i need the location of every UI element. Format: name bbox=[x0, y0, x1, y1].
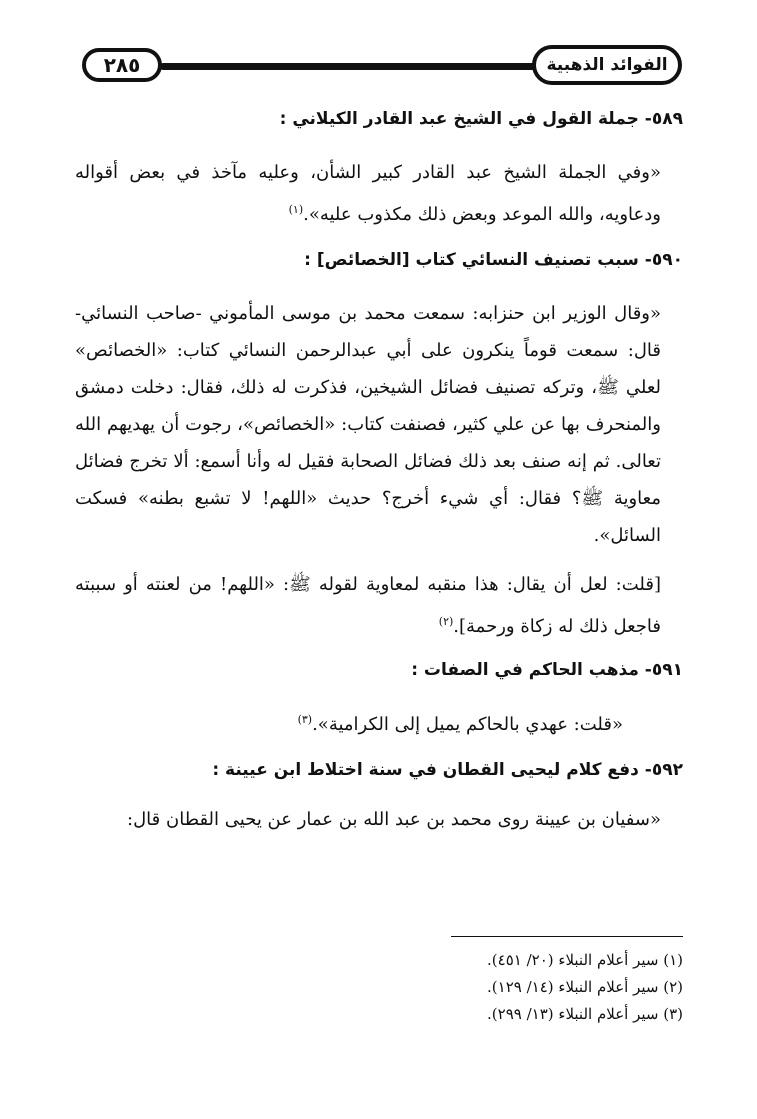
page-body bbox=[75, 96, 683, 838]
page-header bbox=[82, 42, 682, 90]
footnote-ref: (٣) bbox=[297, 713, 313, 726]
footnote-3: (٣) سير أعلام النبلاء (١٣/ ٢٩٩). bbox=[487, 1005, 683, 1023]
header-rule bbox=[160, 63, 542, 70]
footnote-1: (١) سير أعلام النبلاء (٢٠/ ٤٥١). bbox=[487, 951, 683, 969]
footnotes bbox=[75, 936, 683, 1028]
paragraph-text: «سفيان بن عيينة روى محمد بن عبد الله بن عمار عن يحيى القطان قال: bbox=[127, 809, 661, 830]
section-590-paragraph bbox=[75, 295, 683, 554]
section-592-paragraph bbox=[75, 801, 683, 838]
footnote-separator bbox=[451, 936, 683, 937]
footnote-2: (٢) سير أعلام النبلاء (١٤/ ١٢٩). bbox=[487, 978, 683, 996]
paragraph-text: «وفي الجملة الشيخ عبد القادر كبير الشأن، وعليه مآخذ في بعض أقواله ودعاويه، والله الموعد وبعض ذلك مكذوب عليه». bbox=[75, 162, 661, 225]
section-heading-591: ٥٩١- مذهب الحاكم في الصفات : bbox=[411, 660, 683, 680]
paragraph-text: [قلت: لعل أن يقال: هذا منقبه لمعاوية لقوله ﷺ: «اللهم! من لعنته أو سببته فاجعل ذلك له زكاة ورحمة]. bbox=[75, 574, 661, 637]
section-591-paragraph bbox=[75, 701, 683, 743]
paragraph-text: «قلت: عهدي بالحاكم يميل إلى الكرامية». bbox=[312, 714, 623, 735]
section-heading-590: ٥٩٠- سبب تصنيف النسائي كتاب [الخصائص] : bbox=[304, 250, 683, 270]
footnote-ref: (٢) bbox=[438, 615, 454, 628]
book-title: الفوائد الذهبية bbox=[532, 45, 682, 85]
footnote-ref: (١) bbox=[288, 203, 304, 216]
section-heading-592: ٥٩٢- دفع كلام ليحيى القطان في سنة اختلاط ابن عيينة : bbox=[212, 760, 683, 780]
section-heading-589: ٥٨٩- جملة القول في الشيخ عبد القادر الكيلاني : bbox=[279, 109, 683, 129]
paragraph-text: «وقال الوزير ابن حنزابه: سمعت محمد بن موسى المأموني -صاحب النسائي- قال: سمعت قوماً ينكرون على أبي عبدالرحمن النسائي كتاب: «الخصائص» لعلي ﷺ، وتركه تصنيف فضائل الشيخين، فذكرت له ذلك، فقال: دخلت دمشق والمنحرف بها عن علي كثير، فصنفت كتاب: «الخصائص»، رجوت أن يهديهم الله تعالى. ثم إنه صنف بعد ذلك فضائل الصحابة فقيل له وأنا أسمع: ألا تخرج فضائل معاوية ﷺ؟ فقال: أي شيء أخرج؟ حديث «اللهم! لا تشبع بطنه» فسكت السائل». bbox=[75, 303, 661, 546]
section-589-paragraph bbox=[75, 154, 683, 233]
section-590-comment bbox=[75, 566, 683, 645]
page-number: ٢٨٥ bbox=[82, 48, 162, 82]
